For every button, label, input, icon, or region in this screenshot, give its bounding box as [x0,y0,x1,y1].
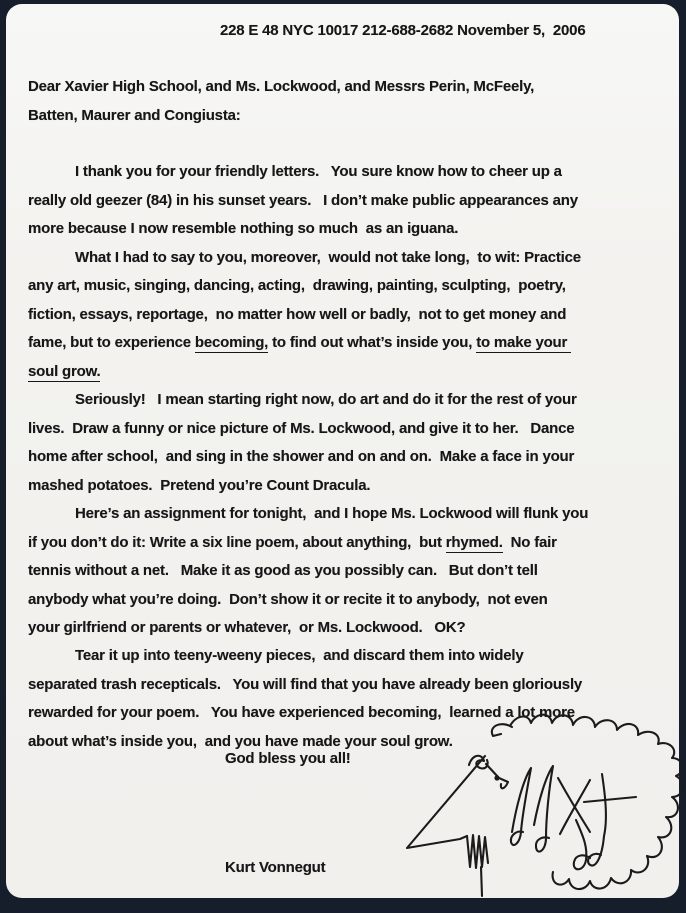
salutation-line: Dear Xavier High School, and Ms. Lockwood, and Messrs Perin, McFeely, [28,78,535,95]
body-line: mashed potatoes. Pretend you’re Count Dracula. [28,477,371,494]
body-line: I thank you for your friendly letters. You sure know how to cheer up a [75,163,562,180]
vonnegut-self-portrait-doodle-icon [400,670,686,913]
body-text: to find out what’s inside you, [268,334,477,351]
body-line: fiction, essays, reportage, no matter how well or badly, not to get money and [28,306,567,323]
body-line: tennis without a net. Make it as good as you possibly can. But don’t tell [28,562,538,579]
closing-line: God bless you all! [225,750,351,767]
salutation-line: Batten, Maurer and Congiusta: [28,107,241,124]
address-date-line: 228 E 48 NYC 10017 212-688-2682 November 5, 2006 [220,22,586,39]
body-line [28,333,571,352]
body-line: any art, music, singing, dancing, acting, drawing, painting, sculpting, poetry, [28,277,566,294]
body-line: Seriously! I mean starting right now, do art and do it for the rest of your [75,391,577,408]
body-line: home after school, and sing in the shower and on and on. Make a face in your [28,448,575,465]
body-line: more because I now resemble nothing so much as an iguana. [28,220,459,237]
body-line: anybody what you’re doing. Don’t show it or recite it to anybody, not even [28,591,548,608]
body-line: Here’s an assignment for tonight, and I hope Ms. Lockwood will flunk you [75,505,589,522]
underlined-phrase: soul grow. [28,363,101,380]
body-line: your girlfriend or parents or whatever, or Ms. Lockwood. OK? [28,619,466,636]
body-line: Tear it up into teeny-weeny pieces, and discard them into widely [75,647,524,664]
body-line: separated trash recepticals. You will find that you have already been gloriously [28,676,583,693]
body-text: fame, but to experience [28,334,195,351]
underlined-phrase: rhymed. [445,534,503,551]
body-line: really old geezer (84) in his sunset years. I don’t make public appearances any [28,192,578,209]
body-text: No fair [502,534,557,551]
body-line: about what’s inside you, and you have made your soul grow. [28,733,453,750]
body-line: rewarded for your poem. You have experienced becoming, learned a lot more [28,704,575,721]
body-line: lives. Draw a funny or nice picture of Ms. Lockwood, and give it to her. Dance [28,420,575,437]
body-line: What I had to say to you, moreover, would not take long, to wit: Practice [75,249,581,266]
underlined-phrase: to make your [476,334,572,351]
body-line [28,362,100,381]
underlined-phrase: becoming, [194,334,269,351]
body-line [28,533,557,552]
typed-signature: Kurt Vonnegut [225,859,326,876]
body-text: if you don’t do it: Write a six line poem, about anything, but [28,534,446,551]
